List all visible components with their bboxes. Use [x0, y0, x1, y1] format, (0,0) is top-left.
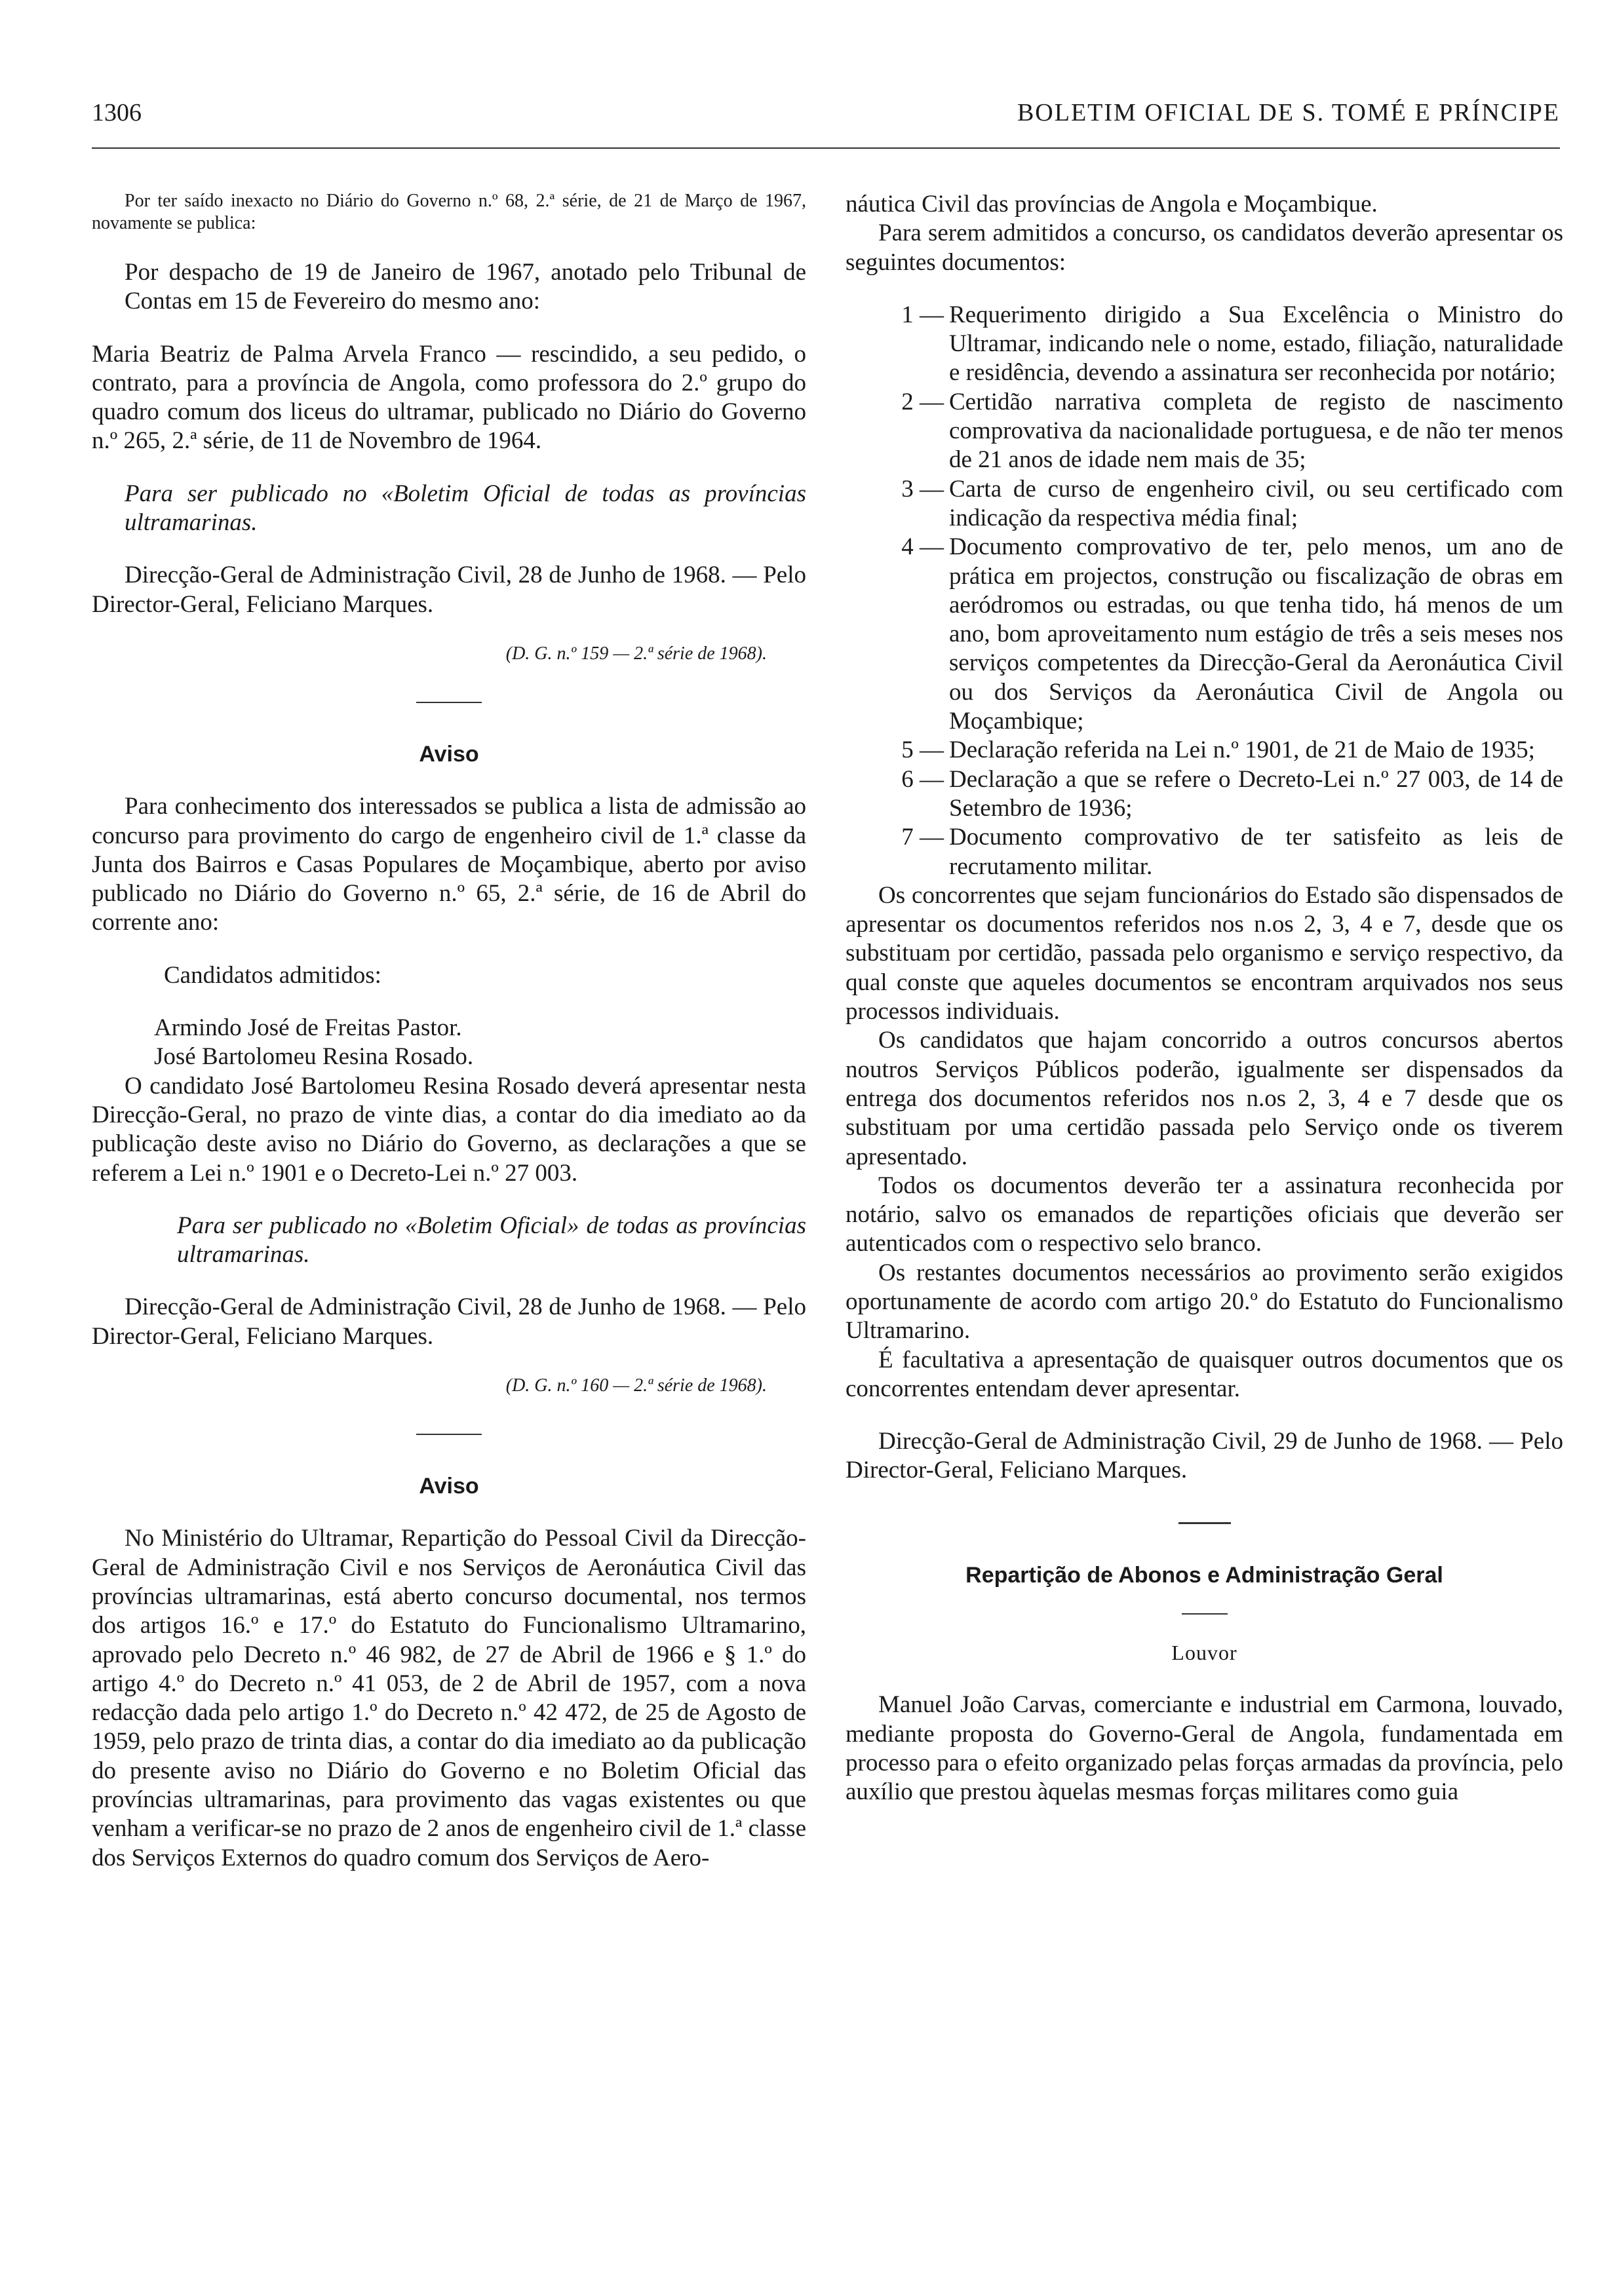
document-number: 5 —: [901, 737, 944, 764]
document-text: Documento comprovativo de ter, pelo menos, um ano de prática em projectos, construção ou fiscalização de obras em aeródromos ou estradas, ou que tenha tido, há menos de um ano, bom aproveitamento num estágio de três a seis meses nos serviços competentes da Direcção-Geral da Aeronáutica Civil ou dos Serviços da Aeronáutica Civil de Angola ou Moçambique;: [949, 533, 1563, 735]
signature-1: Direcção-Geral de Administração Civil, 28 de Junho de 1968. — Pelo Director-Geral, Feliciano Marques.: [92, 562, 806, 618]
candidate-1: Armindo José de Freitas Pastor.: [154, 1014, 462, 1042]
publish-note-1: Para ser publicado no «Boletim Oficial de todas as províncias ultramarinas.: [125, 480, 806, 537]
document-item-6: [846, 765, 1563, 824]
paragraph-assinatura: Todos os documentos deverão ter a assinatura reconhecida por notário, salvo os emanados de repartições oficiais que deverão ser autenticados com o respectivo selo branco.: [846, 1172, 1563, 1257]
page-header: [92, 98, 1560, 138]
aviso-1-body: O candidato José Bartolomeu Resina Rosado deverá apresentar nesta Direcção-Geral, no prazo de vinte dias, a contar do dia imediato ao da publicação deste aviso no Diário do Governo, as declarações a que se referem a Lei n.º 1901 e o Decreto-Lei n.º 27 003.: [92, 1072, 806, 1187]
documents-intro: Para serem admitidos a concurso, os candidatos deverão apresentar os seguintes documentos:: [846, 220, 1563, 276]
despacho-paragraph: Por despacho de 19 de Janeiro de 1967, anotado pelo Tribunal de Contas em 15 de Fevereiro do mesmo ano:: [125, 259, 806, 315]
separator-1: [416, 702, 482, 703]
reference-2: (D. G. n.º 160 — 2.ª série de 1968).: [505, 1375, 767, 1396]
paragraph-restantes: Os restantes documentos necessários ao provimento serão exigidos oportunamente de acordo com artigo 20.º do Estatuto do Funcionalismo Ultramarino.: [846, 1259, 1563, 1345]
paragraph-outros-concursos: Os candidatos que hajam concorrido a outros concursos abertos noutros Serviços Públicos poderão, igualmente ser dispensados da entrega dos documentos referidos nos n.os 2, 3, 4 e 7 desde que os substituam por uma certidão passada pelo Serviço onde os tiverem apresentado.: [846, 1027, 1563, 1170]
aviso-heading-1: Aviso: [419, 741, 479, 767]
document-number: 1 —: [901, 301, 944, 328]
aviso-heading-2: Aviso: [419, 1474, 479, 1499]
louvor-heading: Louvor: [1171, 1641, 1237, 1665]
aviso-1-intro: Para conhecimento dos interessados se publica a lista de admissão ao concurso para provimento do cargo de engenheiro civil de 1.ª classe da Junta dos Bairros e Casas Populares de Moçambique, aberto por aviso publicado no Diário do Governo n.º 65, 2.ª série, de 16 de Abril do corrente ano:: [92, 793, 806, 936]
journal-title: BOLETIM OFICIAL DE S. TOMÉ E PRÍNCIPE: [1017, 99, 1560, 126]
separator-4: [1182, 1613, 1228, 1615]
reference-1: (D. G. n.º 159 — 2.ª série de 1968).: [505, 643, 767, 664]
paragraph-funcionarios: Os concorrentes que sejam funcionários do Estado são dispensados de apresentar os documentos referidos nos n.os 2, 3, 4 e 7, desde que os substituam por certidão, passada pelo organismo e serviço respectivo, da qual conste que aqueles documentos se encontram arquivados nos seus processos individuais.: [846, 881, 1563, 1025]
paragraph-facultativa: É facultativa a apresentação de quaisquer outros documentos que os concorrentes entendam dever apresentar.: [846, 1346, 1563, 1402]
aviso-2-body: No Ministério do Ultramar, Repartição do Pessoal Civil da Direcção-Geral de Administração Civil e nos Serviços de Aeronáutica Civil das províncias ultramarinas, está aberto concurso documental, nos termos dos artigos 16.º e 17.º do Estatuto do Funcionalismo Ultramarino, aprovado pelo Decreto n.º 46 982, de 27 de Abril de 1966 e § 1.º do artigo 4.º do Decreto n.º 41 053, de 2 de Abril de 1957, com a nova redacção dada pelo artigo 1.º do Decreto n.º 42 472, de 25 de Agosto de 1959, pelo prazo de trinta dias, a contar do dia imediato ao da publicação do presente aviso no Diário do Governo e no Boletim Oficial das províncias ultramarinas, para provimento das vagas existentes ou que venham a verificar-se no prazo de 2 anos de engenheiro civil de 1.ª classe dos Serviços Externos do quadro comum dos Serviços de Aero-: [92, 1525, 806, 1871]
document-item-2: [846, 388, 1563, 475]
document-text: Carta de curso de engenheiro civil, ou seu certificado com indicação da respectiva média final;: [949, 475, 1563, 531]
signature-2: Direcção-Geral de Administração Civil, 28 de Junho de 1968. — Pelo Director-Geral, Feliciano Marques.: [92, 1293, 806, 1350]
document-number: 4 —: [901, 533, 944, 561]
document-item-5: [846, 736, 1563, 765]
document-text: Certidão narrativa completa de registo de nascimento comprovativa da nacionalidade portuguesa, e de não ter menos de 21 anos de idade nem mais de 35;: [949, 388, 1563, 474]
erratum-note: Por ter saído inexacto no Diário do Governo n.º 68, 2.ª série, de 21 de Março de 1967, novamente se publica:: [92, 191, 806, 233]
document-item-3: [846, 475, 1563, 533]
right-column: [846, 190, 1563, 1807]
document-number: 2 —: [901, 388, 944, 415]
section-heading: Repartição de Abonos e Administração Geral: [965, 1562, 1443, 1588]
separator-2: [416, 1434, 482, 1435]
document-number: 7 —: [901, 824, 944, 851]
document-number: 3 —: [901, 475, 944, 503]
document-text: Declaração a que se refere o Decreto-Lei n.º 27 003, de 14 de Setembro de 1936;: [949, 765, 1563, 822]
signature-3: Direcção-Geral de Administração Civil, 29 de Junho de 1968. — Pelo Director-Geral, Feliciano Marques.: [846, 1428, 1563, 1484]
document-item-4: [846, 533, 1563, 736]
document-text: Documento comprovativo de ter satisfeito as leis de recrutamento militar.: [949, 824, 1563, 880]
document-item-7: [846, 823, 1563, 881]
candidate-2: José Bartolomeu Resina Rosado.: [154, 1043, 474, 1071]
document-text: Requerimento dirigido a Sua Excelência o Ministro do Ultramar, indicando nele o nome, estado, filiação, naturalidade e residência, devendo a assinatura ser reconhecida por notário;: [949, 301, 1563, 387]
aviso-2-continuation: náutica Civil das províncias de Angola e Moçambique.: [846, 191, 1378, 218]
candidates-label: Candidatos admitidos:: [164, 961, 381, 989]
page-number: 1306: [92, 99, 142, 126]
document-text: Declaração referida na Lei n.º 1901, de 21 de Maio de 1935;: [949, 737, 1535, 764]
separator-3: [1178, 1522, 1231, 1524]
publish-note-2: Para ser publicado no «Boletim Oficial» de todas as províncias ultramarinas.: [177, 1212, 806, 1269]
header-rule: [92, 147, 1560, 149]
document-item-1: [846, 301, 1563, 388]
document-number: 6 —: [901, 765, 944, 793]
rescisao-paragraph: Maria Beatriz de Palma Arvela Franco — rescindido, a seu pedido, o contrato, para a província de Angola, como professora do 2.º grupo do quadro comum dos liceus do ultramar, publicado no Diário do Governo n.º 265, 2.ª série, de 11 de Novembro de 1964.: [92, 340, 806, 455]
left-column: [92, 190, 806, 1873]
louvor-body: Manuel João Carvas, comerciante e industrial em Carmona, louvado, mediante proposta do Governo-Geral de Angola, fundamentada em processo para o efeito organizado pelas forças armadas da província, pelo auxílio que prestou àquelas mesmas forças militares como guia: [846, 1691, 1563, 1806]
